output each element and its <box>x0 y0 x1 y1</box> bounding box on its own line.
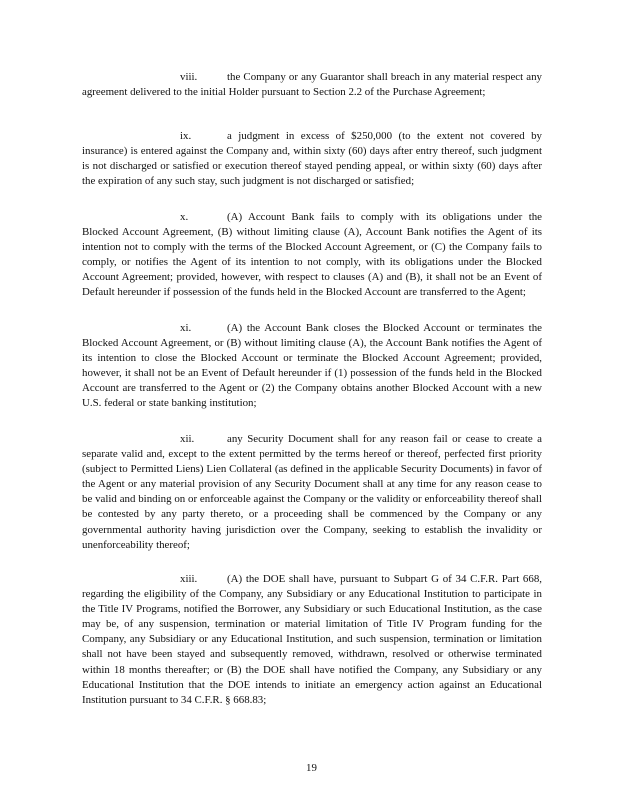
clause-text: (A) the Account Bank closes the Blocked Account or terminates the Blocked Account Agreement, or (B) without limiting clause (A), the Account Bank notifies the Agent of its intention to close the Blocked Account or terminate the Blocked Account Agreement; provided, however, it shall not be an Event of Default hereunder if (1) possession of the funds held in the Blocked Account are transferred to the Agent or (2) the Company obtains another Blocked Account with a new U.S. federal or state banking institution; <box>82 322 542 410</box>
clause-number: ix. <box>180 130 192 142</box>
clause-text: a judgment in excess of $250,000 (to the extent not covered by insurance) is entered against the Company and, within sixty (60) days after entry thereof, such judgment is not discharged or satisfied or execution thereof stayed pending appeal, or within sixty (60) days after the expiration of any such stay, such judgment is not discharged or satisfied; <box>82 130 542 188</box>
clause-number: viii. <box>180 71 198 83</box>
clause-number: xii. <box>180 433 195 445</box>
clause-number: xi. <box>180 322 192 334</box>
page-number: 19 <box>306 762 317 774</box>
clause-text: (A) the DOE shall have, pursuant to Subpart G of 34 C.F.R. Part 668, regarding the eligibility of the Company, any Subsidiary or any Educational Institution to participate in the Title IV Programs, notified the Borrower, any Subsidiary or such Educational Institution, as the case may be, of any suspension, termination or material limitation of Title IV Program funding for the Company, any Subsidiary or any Educational Institution, and such suspension, termination or limitation shall not have been stayed and subsequently removed, withdrawn, resolved or otherwise terminated within 18 months thereafter; or (B) the DOE shall have notified the Company, any Subsidiary or any Educational Institution that the DOE intends to initiate an emergency action against an Educational Institution pursuant to 34 C.F.R. § 668.83; <box>82 573 542 706</box>
clause-xii <box>82 432 542 553</box>
clause-number: x. <box>180 211 189 223</box>
clause-ix <box>82 129 542 189</box>
clause-xiii <box>82 572 542 708</box>
clause-text: (A) Account Bank fails to comply with its obligations under the Blocked Account Agreement, (B) without limiting clause (A), Account Bank notifies the Agent of its intention not to comply with the terms of the Blocked Account Agreement, or (C) the Company fails to comply, or notifies the Agent of its intention to not comply, with its obligations under the Blocked Account Agreement; provided, however, with respect to clauses (A) and (B), it shall not be an Event of Default hereunder if possession of the funds held in the Blocked Account are transferred to the Agent; <box>82 211 542 299</box>
clause-text: any Security Document shall for any reason fail or cease to create a separate valid and, except to the extent permitted by the terms hereof or thereof, perfected first priority (subject to Permitted Liens) Lien Collateral (as defined in the applicable Security Documents) in favor of the Agent or any material provision of any Security Document shall at any time for any reason cease to be valid and binding on or enforceable against the Company or the validity or enforceability thereof shall be contested by any party thereto, or a proceeding shall be commenced by the Company or any governmental authority having jurisdiction over the Company, seeking to establish the invalidity or unenforceability thereof; <box>82 433 542 551</box>
clause-xi <box>82 321 542 412</box>
clause-viii <box>82 70 542 100</box>
clause-number: xiii. <box>180 573 198 585</box>
clause-text: the Company or any Guarantor shall breach in any material respect any agreement delivered to the initial Holder pursuant to Section 2.2 of the Purchase Agreement; <box>82 71 542 99</box>
clause-x <box>82 210 542 301</box>
